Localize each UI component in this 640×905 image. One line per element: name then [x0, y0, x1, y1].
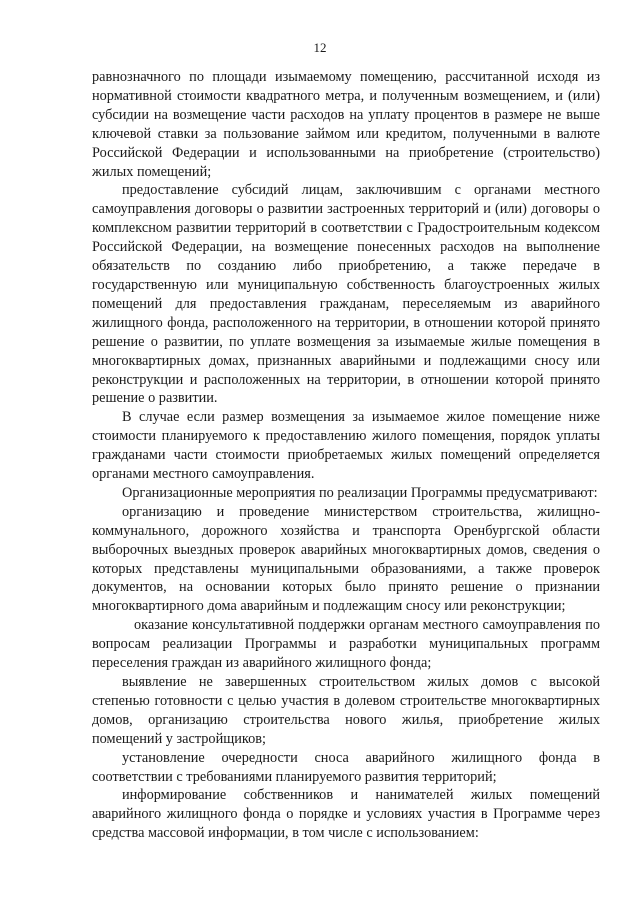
- page-number: 12: [313, 40, 327, 55]
- paragraph: предоставление субсидий лицам, заключившим с органами местного самоуправления договоры о развитии застроенных территорий и (или) договоры о комплексном развитии территорий в соответствии с Градостроительным кодексом Российской Федерации, на возмещение понесенных расходов на выполнение обязательств по созданию либо приобретению, а также передаче в государственную или муниципальную собственность благоустроенных жилых помещений для предоставления гражданам, переселяемым из аварийного жилищного фонда, расположенного на территории, в отношении которой принято решение о развитии, по уплате возмещения за изымаемые жилые помещения в многоквартирных домах, признанных аварийными и подлежащими сносу или реконструкции и расположенных на территории, в отношении которой принято решение о развитии.: [92, 182, 600, 407]
- paragraph: выявление не завершенных строительством жилых домов с высокой степенью готовности с целью участия в долевом строительстве многоквартирных домов, организацию строительства нового жилья, приобретение жилых помещений у застройщиков;: [92, 674, 600, 747]
- paragraph: Организационные мероприятия по реализации Программы предусматривают:: [122, 484, 598, 501]
- paragraph: информирование собственников и нанимателей жилых помещений аварийного жилищного фонда о порядке и условиях участия в Программе через средства массовой информации, в том числе с использованием:: [92, 787, 600, 842]
- paragraph: В случае если размер возмещения за изымаемое жилое помещение ниже стоимости планируемого к предоставлению жилого помещения, порядок уплаты гражданами части стоимости приобретаемых жилых помещений определяется органами местного самоуправления.: [92, 409, 600, 483]
- paragraph: равнозначного по площади изымаемому помещению, рассчитанной исходя из нормативной стоимости квадратного метра, и полученным возмещением, и (или) субсидии на возмещение части расходов на уплату процентов в размере не выше ключевой ставки за пользование займом или кредитом, полученными в валюте Российской Федерации и использованными на приобретение (строительство) жилых помещений;: [92, 69, 600, 180]
- paragraph: организацию и проведение министерством строительства, жилищно-коммунального, дорожного хозяйства и транспорта Оренбургской области выборочных выездных проверок аварийных многоквартирных домов, сведения о которых представлены муниципальными образованиями, а также проверок документов, на основании которых было принято решение о признании многоквартирного дома аварийным и подлежащим сносу или реконструкции;: [92, 503, 600, 615]
- paragraph: оказание консультативной поддержки органам местного самоуправления по вопросам реализации Программы и разработки муниципальных программ переселения граждан из аварийного жилищного фонда;: [92, 617, 600, 672]
- paragraph: установление очередности сноса аварийного жилищного фонда в соответствии с требованиями планируемого развития территорий;: [92, 749, 600, 785]
- body-text: [92, 68, 600, 843]
